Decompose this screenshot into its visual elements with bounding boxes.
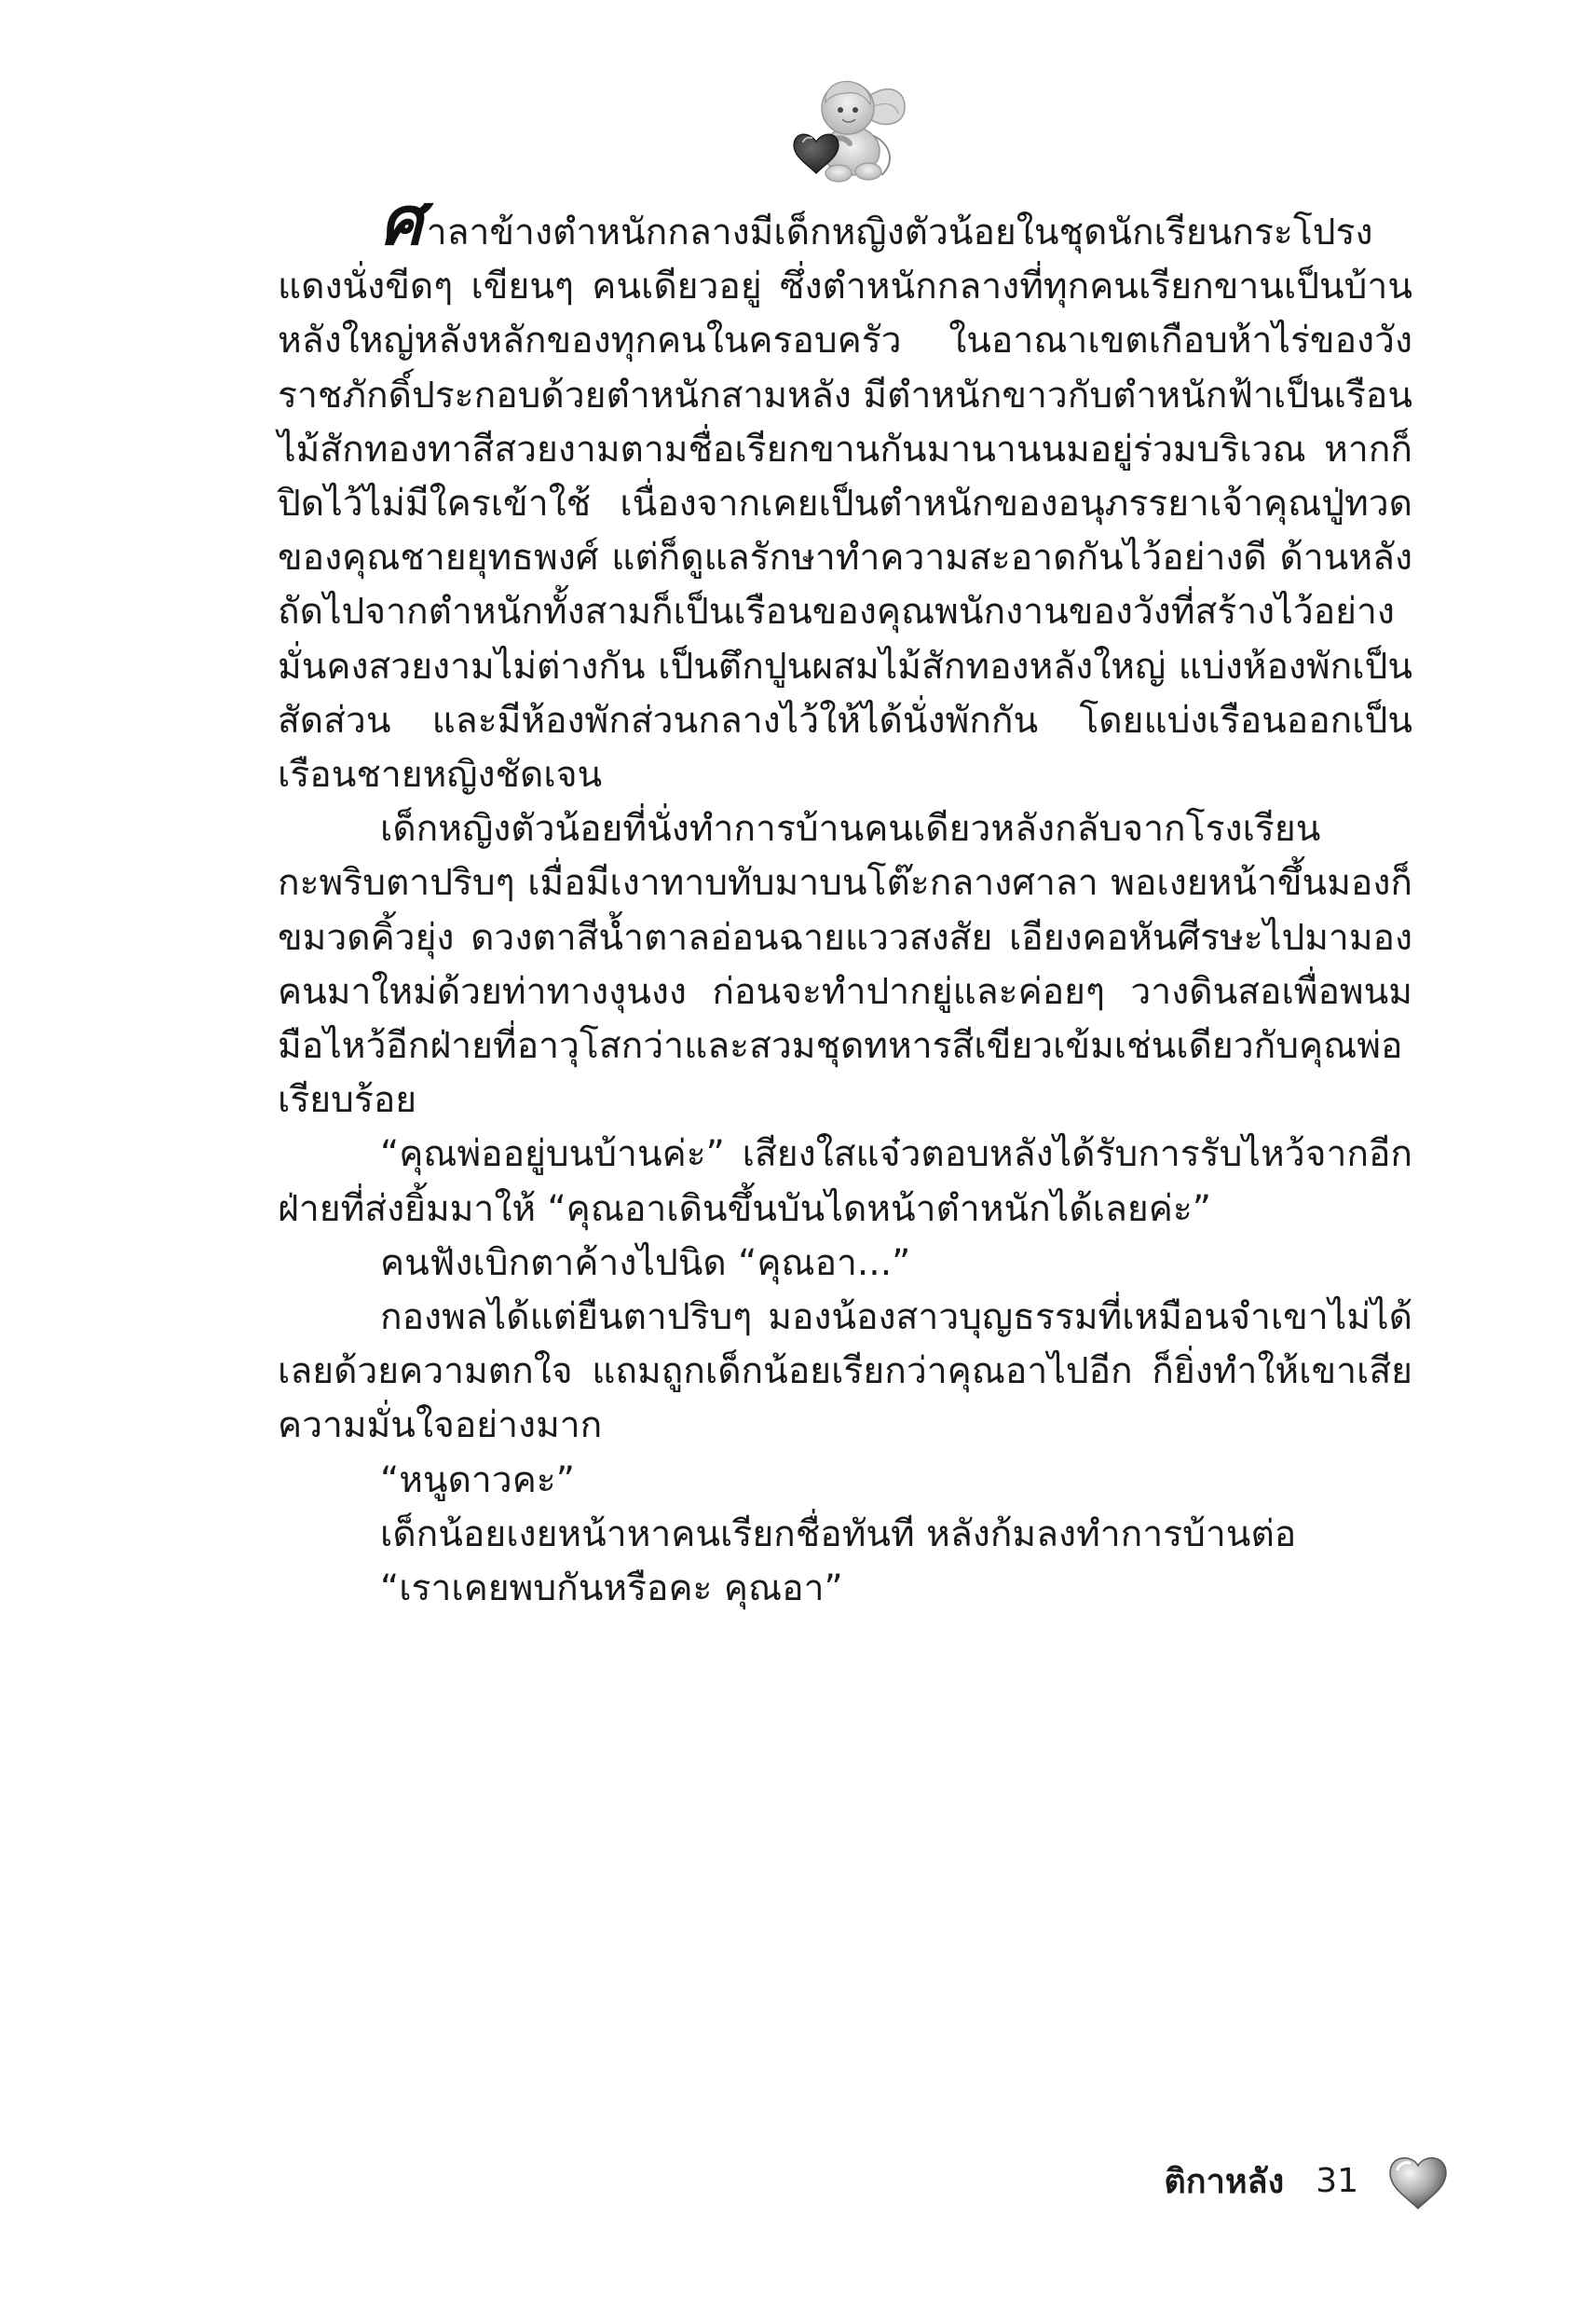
paragraph-2: เด็กหญิงตัวน้อยที่นั่งทำการบ้านคนเดียวหลังกลับจากโรงเรียนกะพริบตาปริบๆ เมื่อมีเงาทาบทับมาบนโต๊ะกลางศาลา พอเงยหน้าขึ้นมองก็ขมวดคิ้วยุ่ง ดวงตาสีน้ำตาลอ่อนฉายแววสงสัย เอียงคอหันศีรษะไปมามองคนมาใหม่ด้วยท่าทางงุนงง ก่อนจะทำปากยู่และค่อยๆ วางดินสอเพื่อพนมมือไหว้อีกฝ่ายที่อาวุโสกว่าและสวมชุดทหารสีเขียวเข้มเช่นเดียวกับคุณพ่อเรียบร้อย (278, 808, 1412, 1122)
paragraph-text: าลาข้างตำหนักกลางมีเด็กหญิงตัวน้อยในชุดนักเรียนกระโปรงแดงนั่งขีดๆ เขียนๆ คนเดียวอยู่ ซึ่งตำหนักกลางที่ทุกคนเรียกขานเป็นบ้านหลังใหญ่หลังหลักของทุกคนในครอบครัว ในอาณาเขตเกือบห้าไร่ของวังราชภักดิ์ประกอบด้วยตำหนักสามหลัง มีตำหนักขาวกับตำหนักฟ้าเป็นเรือนไม้สักทองทาสีสวยงามตามชื่อเรียกขานกันมานานนมอยู่ร่วมบริเวณ หากก็ปิดไว้ไม่มีใครเข้าใช้ เนื่องจากเคยเป็นตำหนักของอนุภรรยาเจ้าคุณปู่ทวดของคุณชายยุทธพงศ์ แต่ก็ดูแลรักษาทำความสะอาดกันไว้อย่างดี ด้านหลังถัดไปจากตำหนักทั้งสามก็เป็นเรือนของคุณพนักงานของวังที่สร้างไว้อย่างมั่นคงสวยงามไม่ต่างกัน เป็นตึกปูนผสมไม้สักทองหลังใหญ่ แบ่งห้องพักเป็นสัดส่วน และมีห้องพักส่วนกลางไว้ให้ได้นั่งพักกัน โดยแบ่งเรือนออกเป็นเรือนชายหญิงชัดเจน (278, 212, 1412, 797)
paragraph-8: “เราเคยพบกันหรือคะ คุณอา” (380, 1567, 843, 1610)
paragraph-4: คนฟังเบิกตาค้างไปนิด “คุณอา...” (380, 1241, 911, 1284)
heart-icon (1385, 2151, 1452, 2210)
paragraph-3: “คุณพ่ออยู่บนบ้านค่ะ” เสียงใสแจ๋วตอบหลังได้รับการรับไหว้จากอีกฝ่ายที่ส่งยิ้มมาให้ “คุณอาเดินขึ้นบันไดหน้าตำหนักได้เลยค่ะ” (278, 1133, 1412, 1230)
body-text (278, 182, 1412, 1616)
page-number: 31 (1316, 2161, 1358, 2200)
paragraph-5: กองพลได้แต่ยืนตาปริบๆ มองน้องสาวบุญธรรมที่เหมือนจำเขาไม่ได้เลยด้วยความตกใจ แถมถูกเด็กน้อยเรียกว่าคุณอาไปอีก ก็ยิ่งทำให้เขาเสียความมั่นใจอย่างมาก (278, 1296, 1412, 1447)
paragraph-6: “หนูดาวคะ” (380, 1458, 575, 1501)
cupid-holding-heart-icon (781, 65, 911, 186)
page-footer (1164, 2148, 1452, 2213)
paragraph-7: เด็กน้อยเงยหน้าหาคนเรียกชื่อทันที หลังก้มลงทำการบ้านต่อ (380, 1512, 1297, 1555)
drop-cap: ศ (380, 182, 423, 260)
book-title: ติกาหลัง (1164, 2162, 1285, 2201)
paragraph-1 (278, 182, 1412, 802)
